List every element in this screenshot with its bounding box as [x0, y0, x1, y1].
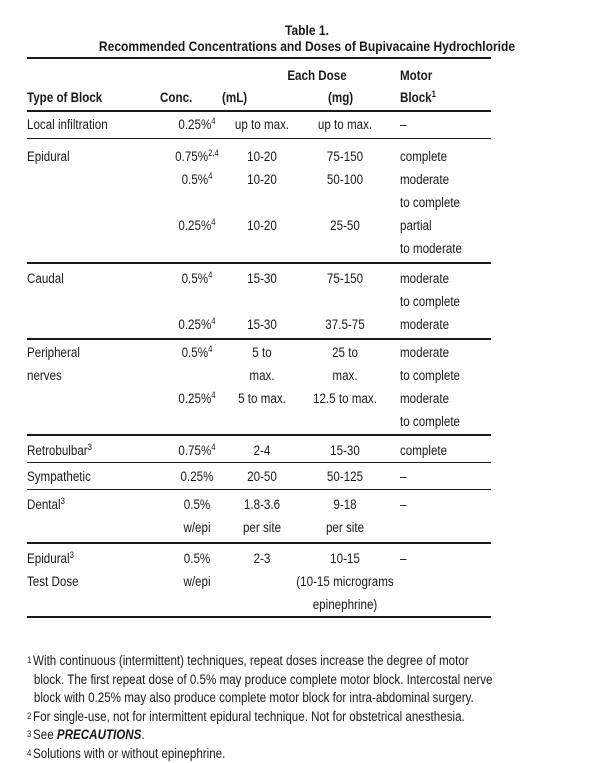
row-divider [27, 138, 491, 139]
motor-block: moderate [400, 341, 503, 364]
dose-mg-cont: max. [306, 364, 383, 387]
block-type-cont: nerves [27, 364, 156, 387]
conc: 0.75%$^{2,4}$ [167, 145, 227, 168]
motor-block-cont: to complete [400, 191, 503, 214]
motor-block: moderate [400, 267, 503, 290]
header-rule [27, 110, 491, 112]
motor-block: – [400, 493, 503, 516]
footnote-2: $^2$ For single-use, not for intermittent epidural technique. Not for obstetrical anesthesia. [27, 708, 465, 727]
header-mg: (mg) [328, 86, 353, 109]
table-caption: Recommended Concentrations and Doses of Bupivacaine Hydrochloride [43, 38, 571, 55]
header-type-of-block: Type of Block [27, 86, 156, 109]
bottom-rule [27, 616, 491, 618]
block-type: Epidural [27, 145, 156, 168]
dose-mg-cont: per site [306, 516, 383, 539]
motor-block-cont: to complete [400, 364, 503, 387]
row-divider [27, 542, 491, 544]
motor-block: – [400, 547, 503, 570]
dose-ml: 10-20 [228, 145, 297, 168]
block-type: Retrobulbar$^3$ [27, 439, 156, 462]
dose-ml-cont: per site [228, 516, 297, 539]
motor-block: moderate [400, 387, 503, 410]
motor-block: – [400, 113, 503, 136]
footnote-4: $^4$ Solutions with or without epinephrine. [27, 745, 225, 763]
conc: 0.25%$^4$ [167, 313, 227, 336]
conc: 0.75%$^4$ [167, 439, 227, 462]
footnote-1-line3: block with 0.25% may also produce complete motor block for intra-abdominal surgery. [27, 689, 474, 708]
row-divider [27, 338, 491, 340]
conc: 0.5%$^4$ [167, 267, 227, 290]
dose-mg: 12.5 to max. [306, 387, 383, 410]
dose-ml: 1.8-3.6 [228, 493, 297, 516]
dose-ml: 10-20 [228, 168, 297, 191]
block-type: Caudal [27, 267, 156, 290]
dose-mg: up to max. [306, 113, 383, 136]
dose-mg: 25-50 [306, 214, 383, 237]
header-motor-block: Block$^1$ [400, 86, 503, 109]
conc-cont: w/epi [167, 570, 227, 593]
row-divider [27, 489, 491, 490]
block-type: Local infiltration [27, 113, 156, 136]
table-title [0, 22, 614, 55]
dose-ml: 10-20 [228, 214, 297, 237]
dose-ml: 5 to [228, 341, 297, 364]
motor-block: complete [400, 439, 503, 462]
conc: 0.5%$^4$ [167, 168, 227, 191]
dose-mg: 75-150 [306, 267, 383, 290]
dose-mg: 15-30 [306, 439, 383, 462]
row-divider [27, 462, 491, 463]
motor-block: partial [400, 214, 503, 237]
block-type-cont: Test Dose [27, 570, 156, 593]
dose-ml: up to max. [228, 113, 297, 136]
dose-ml: 15-30 [228, 313, 297, 336]
dose-mg-cont: (10-15 micrograms [296, 570, 394, 593]
top-rule [27, 57, 491, 59]
header-ml: (mL) [222, 86, 247, 109]
dose-ml: 15-30 [228, 267, 297, 290]
dose-mg: 50-125 [306, 465, 383, 488]
conc: 0.5% [167, 493, 227, 516]
footnote-ref: 1 [432, 89, 436, 99]
motor-block-cont: to moderate [400, 237, 503, 260]
dose-ml: 2-4 [228, 439, 297, 462]
dose-ml-cont: max. [228, 364, 297, 387]
dose-mg: 25 to [306, 341, 383, 364]
motor-block: moderate [400, 313, 503, 336]
dose-mg: 37.5-75 [306, 313, 383, 336]
block-type: Peripheral [27, 341, 156, 364]
dose-ml: 2-3 [228, 547, 297, 570]
block-type: Epidural$^3$ [27, 547, 156, 570]
dose-ml: 20-50 [228, 465, 297, 488]
dose-mg: 75-150 [306, 145, 383, 168]
conc: 0.5% [167, 547, 227, 570]
header-conc: Conc. [160, 86, 220, 109]
dose-ml: 5 to max. [228, 387, 297, 410]
dose-mg: 10-15 [306, 547, 383, 570]
motor-block-cont: to complete [400, 410, 503, 433]
row-divider [27, 434, 491, 436]
dose-mg: 9-18 [306, 493, 383, 516]
conc: 0.25% [167, 465, 227, 488]
table-number: Table 1. [43, 22, 571, 38]
conc-cont: w/epi [167, 516, 227, 539]
motor-block-cont: to complete [400, 290, 503, 313]
block-type: Dental$^3$ [27, 493, 156, 516]
motor-block: – [400, 465, 503, 488]
footnote-1-line2: block. The first repeat dose of 0.5% may produce complete motor block. Intercostal nerve [27, 671, 492, 690]
motor-block: moderate [400, 168, 503, 191]
block-type: Sympathetic [27, 465, 156, 488]
footnote-3: $^3$ See PRECAUTIONS. [27, 726, 145, 745]
conc: 0.25%$^4$ [167, 387, 227, 410]
conc: 0.25%$^4$ [167, 214, 227, 237]
conc: 0.5%$^4$ [167, 341, 227, 364]
motor-block: complete [400, 145, 503, 168]
precautions-reference: PRECAUTIONS [57, 727, 142, 742]
dose-mg-cont2: epinephrine) [306, 593, 383, 616]
header-motor: Motor [400, 64, 503, 87]
dose-mg: 50-100 [306, 168, 383, 191]
row-divider [27, 262, 491, 264]
header-each-dose: Each Dose [270, 64, 365, 87]
footnote-1: $^1$ With continuous (intermittent) techniques, repeat doses increase the degree of motor [27, 652, 469, 671]
conc: 0.25%$^4$ [167, 113, 227, 136]
